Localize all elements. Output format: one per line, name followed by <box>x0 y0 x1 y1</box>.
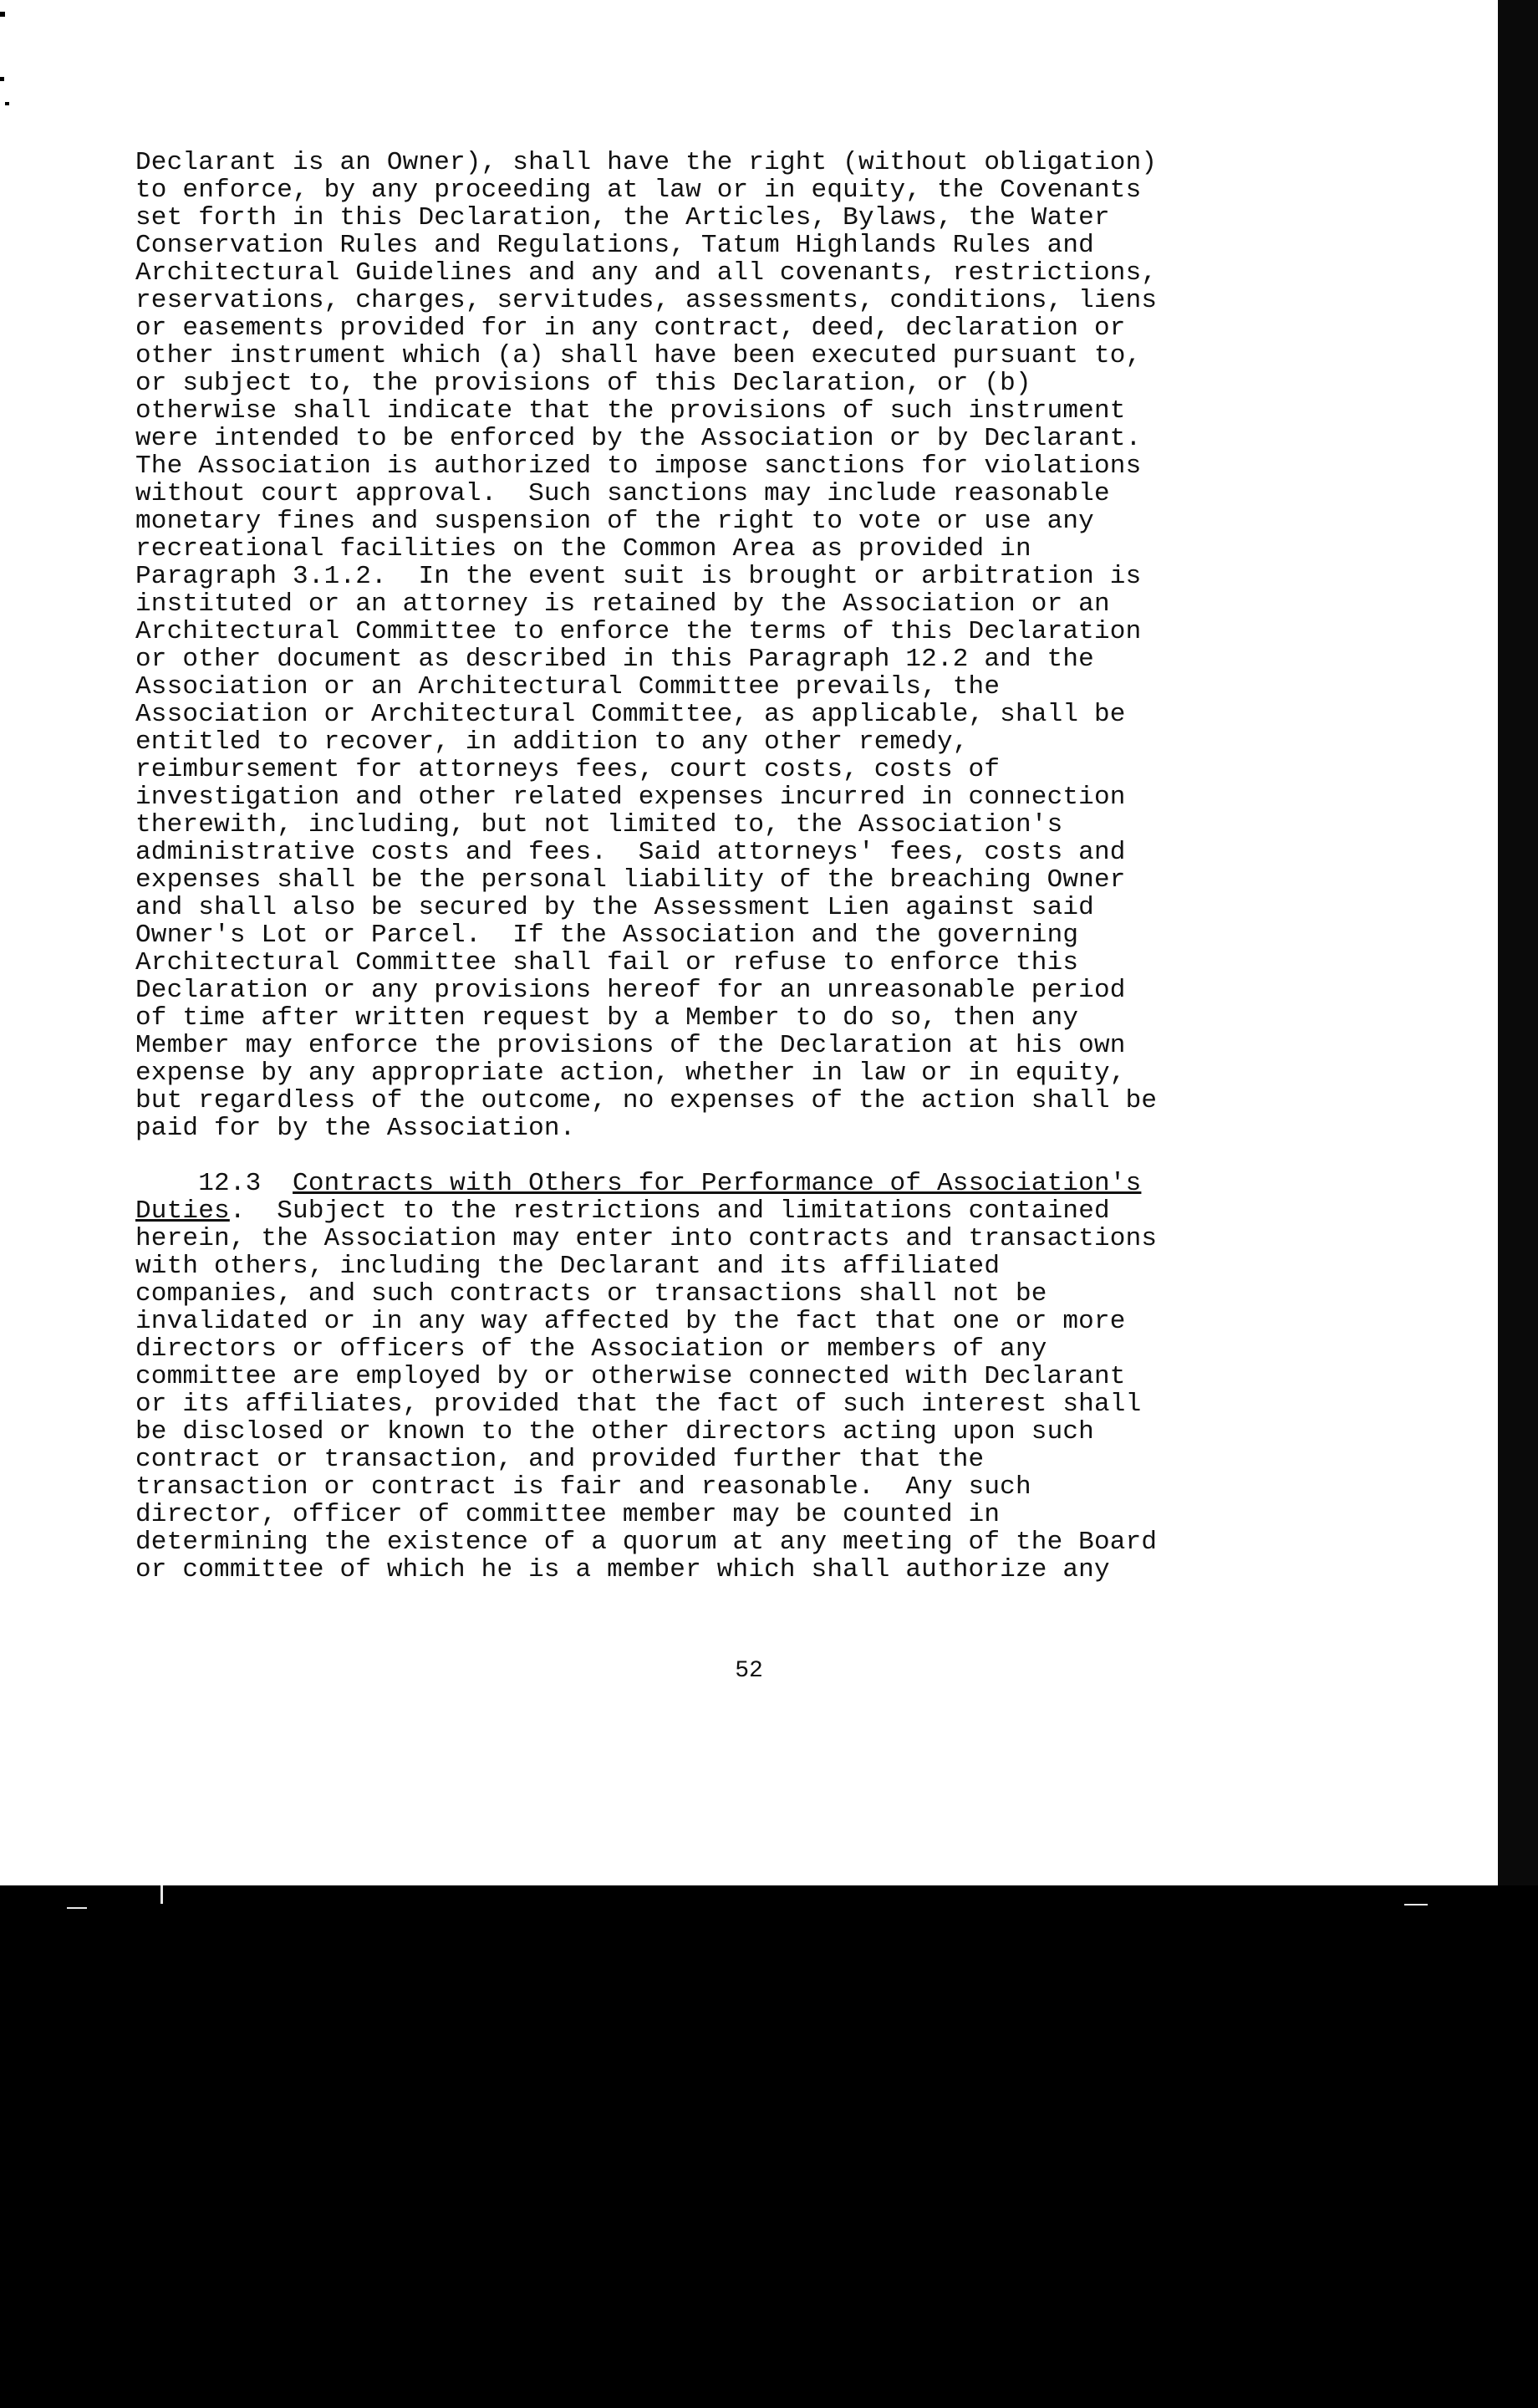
text-line: other instrument which (a) shall have been executed pursuant to, <box>135 341 1142 370</box>
scan-speck <box>5 102 9 105</box>
text-line: Paragraph 3.1.2. In the event suit is brought or arbitration is <box>135 562 1142 591</box>
text-line: Architectural Guidelines and any and all covenants, restrictions, <box>135 258 1158 288</box>
text-line: Association or Architectural Committee, as applicable, shall be <box>135 700 1126 729</box>
section-number-gap <box>261 1169 293 1198</box>
text-line: and shall also be secured by the Assessment Lien against said <box>135 893 1094 922</box>
text-line: contract or transaction, and provided further that the <box>135 1445 985 1474</box>
section-12-3 <box>135 1170 1347 1584</box>
text-line: investigation and other related expenses incurred in connection <box>135 783 1126 812</box>
text-line: Member may enforce the provisions of the Declaration at his own <box>135 1031 1126 1060</box>
text-line: Conservation Rules and Regulations, Tatum Highlands Rules and <box>135 231 1094 260</box>
paragraph-gap <box>135 1142 1347 1170</box>
text-line: administrative costs and fees. Said attorneys' fees, costs and <box>135 838 1126 867</box>
text-line: monetary fines and suspension of the right to vote or use any <box>135 507 1094 536</box>
document-body <box>135 149 1347 1584</box>
scan-speck <box>0 77 4 81</box>
text-line: were intended to be enforced by the Association or by Declarant. <box>135 424 1142 453</box>
text-line: reimbursement for attorneys fees, court costs, costs of <box>135 755 1001 784</box>
text-line: Owner's Lot or Parcel. If the Association and the governing <box>135 921 1079 950</box>
text-line: or subject to, the provisions of this Declaration, or (b) <box>135 369 1031 398</box>
text-line: Declarant is an Owner), shall have the right (without obligation) <box>135 148 1158 177</box>
scan-artifact <box>1404 1904 1428 1905</box>
text-line: companies, and such contracts or transactions shall not be <box>135 1279 1047 1309</box>
text-line: herein, the Association may enter into contracts and transactions <box>135 1224 1158 1253</box>
text-line: reservations, charges, servitudes, assessments, conditions, liens <box>135 286 1158 315</box>
text-line: transaction or contract is fair and reasonable. Any such <box>135 1472 1031 1502</box>
section-heading-line-2 <box>135 1197 1347 1225</box>
scan-border-bottom <box>0 1885 1538 2408</box>
text-line: determining the existence of a quorum at any meeting of the Board <box>135 1528 1158 1557</box>
text-line: be disclosed or known to the other directors acting upon such <box>135 1417 1094 1446</box>
paragraph-enforcement <box>135 149 1347 1142</box>
text-line: but regardless of the outcome, no expenses of the action shall be <box>135 1086 1158 1115</box>
text-line: expenses shall be the personal liability of the breaching Owner <box>135 865 1126 895</box>
text-line: to enforce, by any proceeding at law or in equity, the Covenants <box>135 176 1142 205</box>
text-line: with others, including the Declarant and its affiliated <box>135 1252 1001 1281</box>
text-line: expense by any appropriate action, whether in law or in equity, <box>135 1059 1126 1088</box>
section-heading: Contracts with Others for Performance of Association's <box>293 1169 1142 1198</box>
section-number: 12.3 <box>198 1169 262 1198</box>
text-line: Declaration or any provisions hereof for an unreasonable period <box>135 976 1126 1005</box>
text-line: Architectural Committee to enforce the terms of this Declaration <box>135 617 1142 646</box>
text-line: instituted or an attorney is retained by the Association or an <box>135 589 1110 619</box>
text-line: The Association is authorized to impose sanctions for violations <box>135 452 1142 481</box>
text-line: or easements provided for in any contract, deed, declaration or <box>135 314 1126 343</box>
page-number: 52 <box>735 1658 763 1684</box>
text-line: entitled to recover, in addition to any other remedy, <box>135 727 969 757</box>
text-line: therewith, including, but not limited to, the Association's <box>135 810 1063 839</box>
section-indent <box>135 1169 198 1198</box>
text-line: directors or officers of the Association or members of any <box>135 1334 1047 1364</box>
scan-artifact <box>160 1885 163 1904</box>
scan-artifact <box>67 1907 87 1909</box>
text-line: Association or an Architectural Committee prevails, the <box>135 672 1001 701</box>
text-line: committee are employed by or otherwise connected with Declarant <box>135 1362 1126 1391</box>
text-line: set forth in this Declaration, the Articles, Bylaws, the Water <box>135 203 1110 232</box>
text-line: director, officer of committee member may be counted in <box>135 1500 1001 1529</box>
section-12-3-body <box>135 1225 1347 1584</box>
text-line: otherwise shall indicate that the provisions of such instrument <box>135 396 1126 426</box>
text-line: or committee of which he is a member which shall authorize any <box>135 1555 1110 1584</box>
text-line: or other document as described in this Paragraph 12.2 and the <box>135 645 1094 674</box>
scan-border-right <box>1498 0 1538 1885</box>
text-line: of time after written request by a Member to do so, then any <box>135 1003 1079 1033</box>
text-line: or its affiliates, provided that the fact of such interest shall <box>135 1390 1142 1419</box>
section-heading-continued: Duties <box>135 1196 230 1226</box>
scan-speck <box>0 12 5 17</box>
text-line: Architectural Committee shall fail or refuse to enforce this <box>135 948 1079 977</box>
section-first-line-text: . Subject to the restrictions and limitations contained <box>229 1196 1110 1226</box>
text-line: recreational facilities on the Common Area as provided in <box>135 534 1031 564</box>
section-heading-line <box>135 1170 1347 1197</box>
text-line: paid for by the Association. <box>135 1114 576 1143</box>
text-line: without court approval. Such sanctions may include reasonable <box>135 479 1110 508</box>
text-line: invalidated or in any way affected by the fact that one or more <box>135 1307 1126 1336</box>
